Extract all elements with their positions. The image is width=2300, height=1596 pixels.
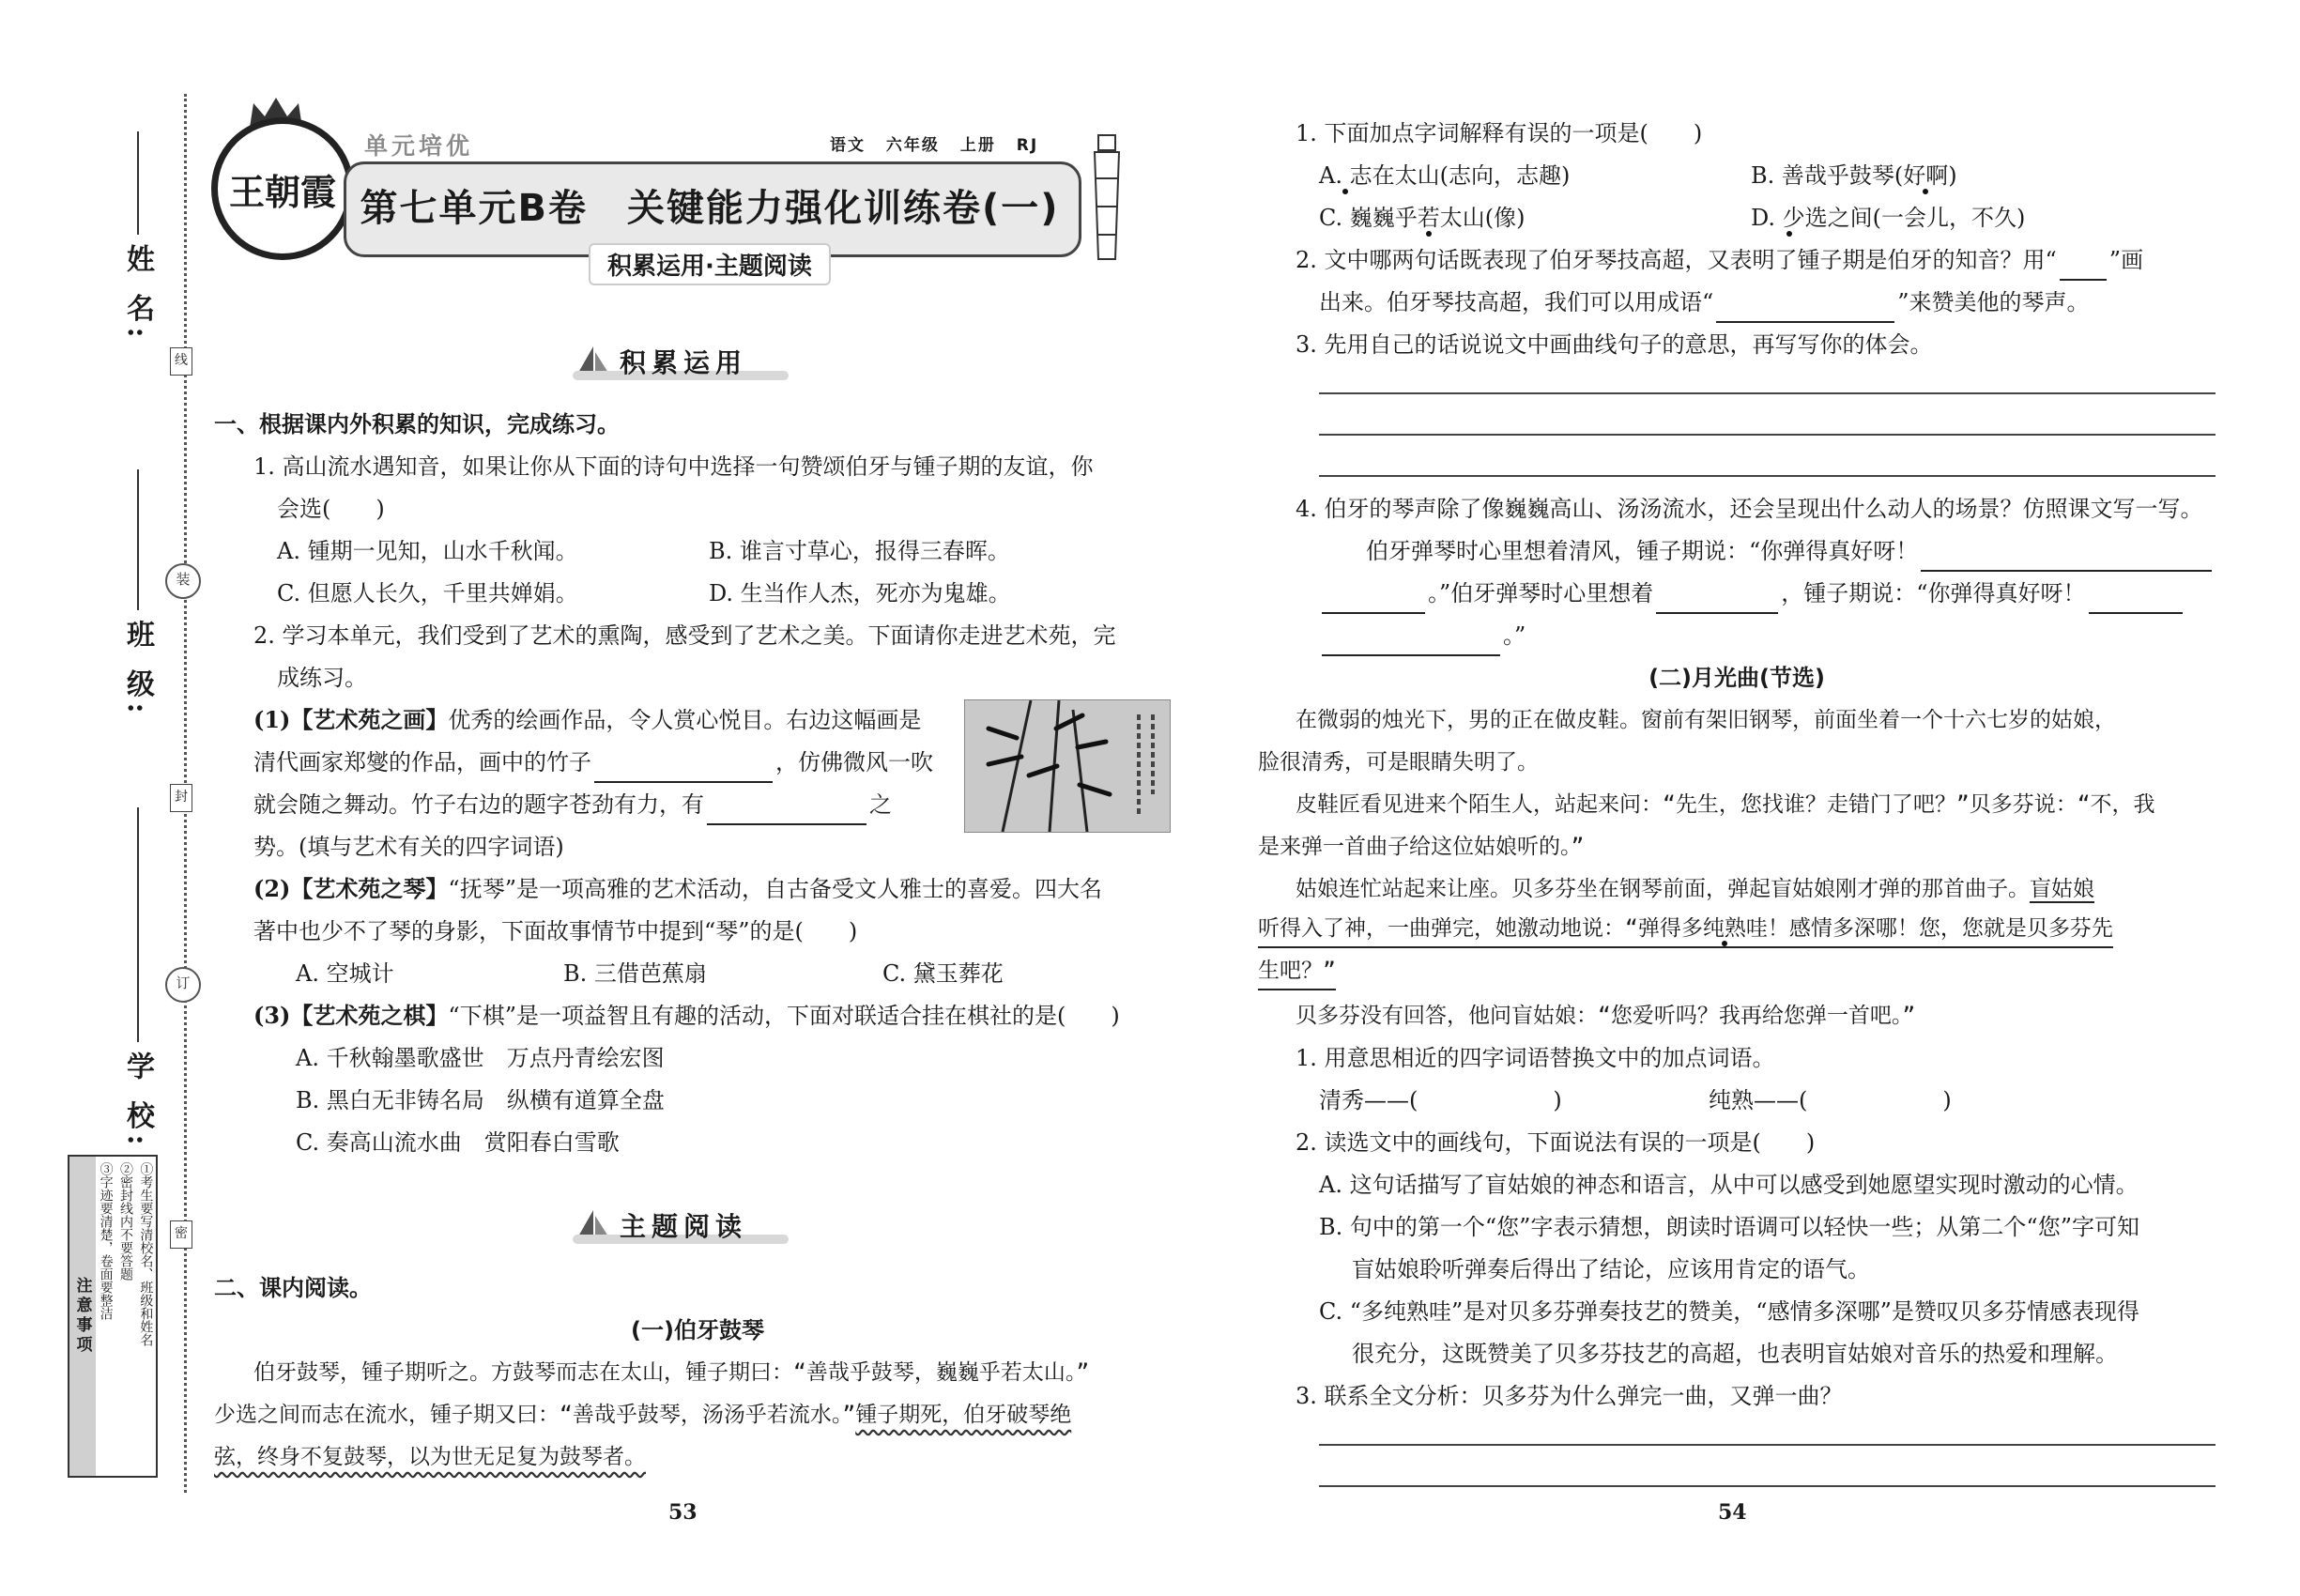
notice-box [68,1155,158,1478]
binding-seal: 订 [165,967,201,1003]
passage-line: 少选之间而志在流水，锺子期又曰：“善哉乎鼓琴，汤汤乎若流水。”锺子期死，伯牙破琴绝 [214,1403,1072,1427]
notice-item: ③字迹要清楚，卷面要整洁 [98,1162,114,1320]
s-q2-stem: 2. 读选文中的画线句，下面说法有误的一项是( ) [1296,1129,1816,1156]
school-field[interactable] [137,807,139,1042]
q2-stem: 2. 学习本单元，我们受到了艺术的熏陶，感受到了艺术之美。下面请你走进艺术苑，完 [253,622,1116,649]
q1-option-c[interactable]: C. 但愿人长久，千里共婵娟。 [277,580,578,606]
section-head-reading: 主题阅读 [526,1206,826,1250]
name-field[interactable] [137,131,139,235]
passage-line: 伯牙鼓琴，锺子期听之。方鼓琴而志在太山，锺子期曰：“善哉乎鼓琴，巍巍乎若太山。” [253,1360,1090,1385]
s-q3-stem: 3. 联系全文分析：贝多芬为什么弹完一曲，又弹一曲？ [1296,1383,1843,1409]
answer-blank[interactable] [1656,588,1778,614]
s-q2-option-a[interactable]: A. 这句话描写了盲姑娘的神态和语言，从中可以感受到她愿望实现时激动的心情。 [1319,1172,2139,1198]
r-q4-stem: 4. 伯牙的琴声除了像巍巍高山、汤汤流水，还会呈现出什么动人的场景？仿照课文写一写。 [1296,496,2203,522]
r-q1-stem: 1. 下面加点字词解释有误的一项是( ) [1296,120,1703,146]
notice-title: 注意事项 [69,1157,96,1476]
answer-blank[interactable] [1921,545,2212,572]
name-label: 姓 名: [121,244,154,344]
passage-title: (一)伯牙鼓琴 [631,1317,764,1343]
page-number: 53 [668,1500,698,1525]
lighthouse-icon [1085,131,1128,263]
question-heading-1: 一、根据课内外积累的知识，完成练习。 [214,411,620,437]
answer-line[interactable] [1319,475,2216,477]
q2-part1-line: (1)【艺术苑之画】优秀的绘画作品，令人赏心悦目。右边这幅画是 [253,706,922,733]
q2-part2-option-c[interactable]: C. 黛玉葬花 [882,960,1004,987]
class-label: 班 级: [121,620,154,719]
r-q1-option-c[interactable]: C. 巍巍乎若太山(像) [1319,205,1526,231]
s-q2-option-c: 很充分，这既赞美了贝多芬技艺的高超，也表明盲姑娘对音乐的热爱和理解。 [1352,1341,2118,1367]
underline-sample [2060,254,2107,281]
meta-edition: RJ [1016,136,1039,155]
passage-line: 贝多芬没有回答，他问盲姑娘：“您爱听吗？我再给您弹一首吧。” [1296,1004,1916,1028]
q2-part2-line: (2)【艺术苑之琴】“抚琴”是一项高雅的艺术活动，自古备受文人雅士的喜爱。四大名 [253,875,1102,902]
q2-part3-option-b[interactable]: B. 黑白无非铸名局 纵横有道算全盘 [296,1087,665,1113]
s-q2-option-c[interactable]: C. “多纯熟哇”是对贝多芬弹奏技艺的赞美，“感情多深哪”是赞叹贝多芬情感表现得 [1319,1298,2139,1325]
r-q1-option-a[interactable]: A. 志在太山(志向，志趣) [1319,162,1571,189]
passage-title: (二)月光曲(节选) [1648,665,1825,691]
answer-blank[interactable] [594,757,773,783]
s-q1-blank-b[interactable]: 纯熟——( ) [1709,1087,1952,1113]
passage-line: 皮鞋匠看见进来个陌生人，站起来问：“先生，您找谁？走错门了吧？”贝多芬说：“不，我 [1296,792,2155,817]
q1-stem: 会选( ) [277,496,385,522]
q2-part2-option-b[interactable]: B. 三借芭蕉扇 [563,960,707,987]
q1-option-b[interactable]: B. 谁言寸草心，报得三春晖。 [709,538,1010,564]
answer-blank[interactable] [707,799,866,825]
school-label: 学 校: [121,1051,154,1151]
cut-mark-feng: 封 [170,784,192,812]
page-number: 54 [1718,1500,1747,1525]
answer-blank[interactable] [1322,630,1500,656]
q2-part3-option-c[interactable]: C. 奏高山流水曲 赏阳春白雪歌 [296,1129,620,1156]
notice-item: ②密封线内不要答题 [117,1162,133,1281]
answer-line[interactable] [1319,434,2216,436]
r-q1-option-d[interactable]: D. 少选之间(一会儿，不久) [1751,205,2026,231]
r-q4-line: 。”伯牙弹琴时心里想着 ，锺子期说：“你弹得真好呀！ [1319,573,2185,614]
answer-line[interactable] [1319,1444,2216,1446]
cut-mark-mi: 密 [170,1220,192,1249]
brand-logo: 王朝霞 [211,117,354,260]
s-q1-stem: 1. 用意思相近的四字词语替换文中的加点词语。 [1296,1045,1775,1071]
q2-part2-option-a[interactable]: A. 空城计 [296,960,394,987]
section-head-accumulation: 积累运用 [526,343,826,386]
s-q2-option-b[interactable]: B. 句中的第一个“您”字表示猜想，朗读时语调可以轻快一些；从第二个“您”字可知 [1319,1214,2139,1240]
question-heading-2: 二、课内阅读。 [214,1275,372,1301]
answer-line[interactable] [1319,1485,2216,1487]
meta-volume: 上册 [959,136,996,155]
answer-blank[interactable] [1716,297,1894,323]
s-q2-option-b: 盲姑娘聆听弹奏后得出了结论，应该用肯定的语气。 [1352,1256,1870,1282]
r-q3-stem: 3. 先用自己的话说说文中画曲线句子的意思，再写写你的体会。 [1296,331,1933,358]
q2-part3-line: (3)【艺术苑之棋】“下棋”是一项益智且有趣的活动，下面对联适合挂在棋社的是( ) [253,1002,1120,1029]
r-q4-line: 。” [1319,615,1526,656]
r-q2-line: 出来。伯牙琴技高超，我们可以用成语“ ”来赞美他的琴声。 [1319,282,2090,323]
answer-blank[interactable] [2089,588,2183,614]
r-q4-line: 伯牙弹琴时心里想着清风，锺子期说：“你弹得真好呀！ [1366,530,2215,572]
answer-line[interactable] [1319,392,2216,394]
page-subtitle: 积累运用·主题阅读 [344,243,1076,285]
passage-line: 脸很清秀，可是眼睛失明了。 [1258,750,1539,775]
passage-line: 是来弹一首曲子给这位姑娘听的。” [1258,835,1585,859]
underlined-sentence: 听得入了神，一曲弹完，她激动地说：“弹得多纯熟哇！感情多深哪！您，您就是贝多芬先 [1258,911,2113,948]
r-q1-option-b[interactable]: B. 善哉乎鼓琴(好啊) [1751,162,1957,189]
meta-grade: 六年级 [885,136,940,155]
meta-subject: 语文 [830,136,866,155]
q2-part2-line: 著中也少不了琴的身影，下面故事情节中提到“琴”的是( ) [253,918,858,944]
answer-blank[interactable] [1322,588,1425,614]
unit-tag: 单元培优 [364,132,474,160]
passage-line: 在微弱的烛光下，男的正在做皮鞋。窗前有架旧钢琴，前面坐着一个十六七岁的姑娘， [1296,708,2116,732]
passage-line: 姑娘连忙站起来让座。贝多芬坐在钢琴前面，弹起盲姑娘刚才弹的那首曲子。盲姑娘 [1296,877,2094,901]
page-title: 第七单元B卷 关键能力强化训练卷(一) [360,187,1060,230]
q2-stem: 成练习。 [277,665,367,691]
q2-part1-line: 势。(填与艺术有关的四字词语) [253,834,564,860]
q1-option-d[interactable]: D. 生当作人杰，死亦为鬼雄。 [709,580,1011,606]
r-q2-line: 2. 文中哪两句话既表现了伯牙琴技高超，又表明了锺子期是伯牙的知音？用“ ”画 [1296,239,2143,281]
underlined-sentence: 生吧？” [1258,953,1336,990]
q2-part3-option-a[interactable]: A. 千秋翰墨歌盛世 万点丹青绘宏图 [296,1045,665,1071]
class-field[interactable] [137,469,139,610]
bamboo-painting [964,699,1171,833]
notice-item: ①考生要写清校名、班级和姓名 [138,1162,154,1346]
q2-part1-line: 清代画家郑燮的作品，画中的竹子 ，仿佛微风一吹 [253,742,933,783]
s-q1-blank-a[interactable]: 清秀——( ) [1319,1087,1562,1113]
binding-seal: 装 [165,563,201,599]
q1-option-a[interactable]: A. 锺期一见知，山水千秋闻。 [277,538,578,564]
book-meta [830,131,1051,155]
passage-line: 弦，终身不复鼓琴，以为世无足复为鼓琴者。 [214,1445,646,1469]
q2-part1-line: 就会随之舞动。竹子右边的题字苍劲有力，有 之 [253,784,892,825]
cut-mark-xian: 线 [170,347,192,376]
q1-stem: 1. 高山流水遇知音，如果让你从下面的诗句中选择一句赞颂伯牙与锺子期的友谊，你 [253,453,1094,480]
